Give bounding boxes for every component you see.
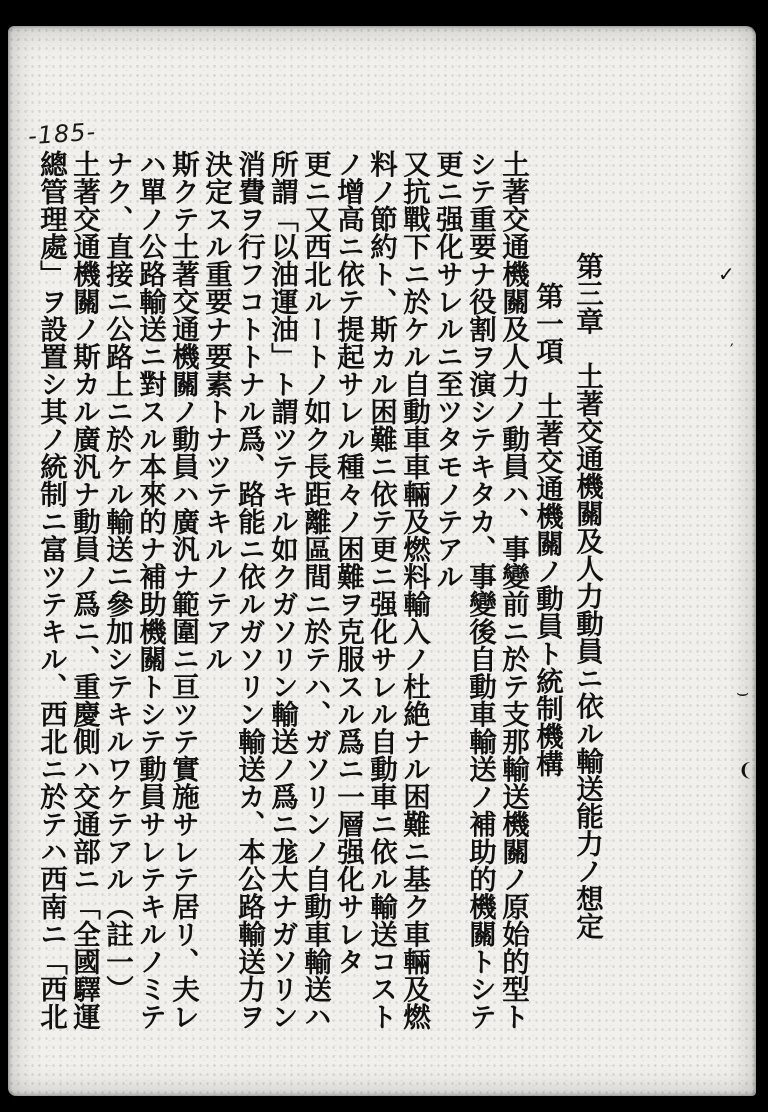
page-number: -185- [27, 117, 98, 151]
body-line: 土著交通機關ノ斯カル廣汎ナ動員ノ爲ニ、重慶側ハ交通部ニ「全國驛運 [68, 150, 100, 1030]
chapter-heading: 第三章 土著交通機關及人力動員ニ依ル輸送能力ノ想定 [571, 252, 603, 940]
body-line: シテ重要ナ役割ヲ演シテキタカ、事變後自動車輸送ノ補助的機關トシテ [464, 150, 496, 1030]
body-line: 土著交通機關及人力ノ動員ハ、事變前ニ於テ支那輸送機關ノ原始的型ト [497, 150, 529, 1030]
ink-speck: ❨ [738, 760, 754, 781]
ink-speck: ✓ [718, 262, 735, 286]
body-line: ハ單ノ公路輸送ニ對スル本來的ナ補助機關トシテ動員サレテキルノミテ [134, 150, 166, 1030]
body-line: 斯クテ土著交通機關ノ動員ハ廣汎ナ範圍ニ亘ツテ實施サレテ居リ、夫レ [167, 150, 199, 1030]
body-line: 料ノ節約ト、斯カル困難ニ依テ更ニ强化サレル自動車ニ依ル輸送コスト [365, 150, 397, 1030]
body-line: 更ニ又西北ルートノ如ク長距離區間ニ於テハ、ガソリンノ自動車輸送ハ [299, 150, 331, 1030]
section-heading: 第一項 土著交通機關ノ動員ト統制機構 [531, 282, 563, 777]
body-line: 又抗戰下ニ於ケル自動車車輛及燃料輸入ノ杜絶ナル困難ニ基ク車輛及燃 [398, 150, 430, 1030]
body-line: 消費ヲ行フコトトナル爲、路能ニ依ルガソリン輸送カ、本公路輸送力ヲ [233, 150, 265, 1030]
ink-speck: ⌣ [736, 680, 750, 704]
body-line: 更ニ强化サレルニ至ツタモノテアル [431, 150, 463, 590]
ink-speck: ′ [730, 340, 734, 359]
body-line: 總管理處」ヲ設置シ其ノ統制ニ富ツテキル、西北ニ於テハ西南ニ「西北 [35, 150, 67, 1030]
body-line: ナク、直接ニ公路上ニ於ケル輸送ニ參加シテキルワケテアル（註一） [101, 150, 133, 1003]
body-line: 所謂「以油運油」ト謂ツテキル如クガソリン輸送ノ爲ニ尨大ナガソリン [266, 150, 298, 1030]
body-line: ノ增高ニ依テ提起サレル種々ノ困難ヲ克服スル爲ニ一層强化サレタ [332, 150, 364, 975]
body-line: 決定スル重要ナ要素トナツテキルノテアル [200, 150, 232, 673]
